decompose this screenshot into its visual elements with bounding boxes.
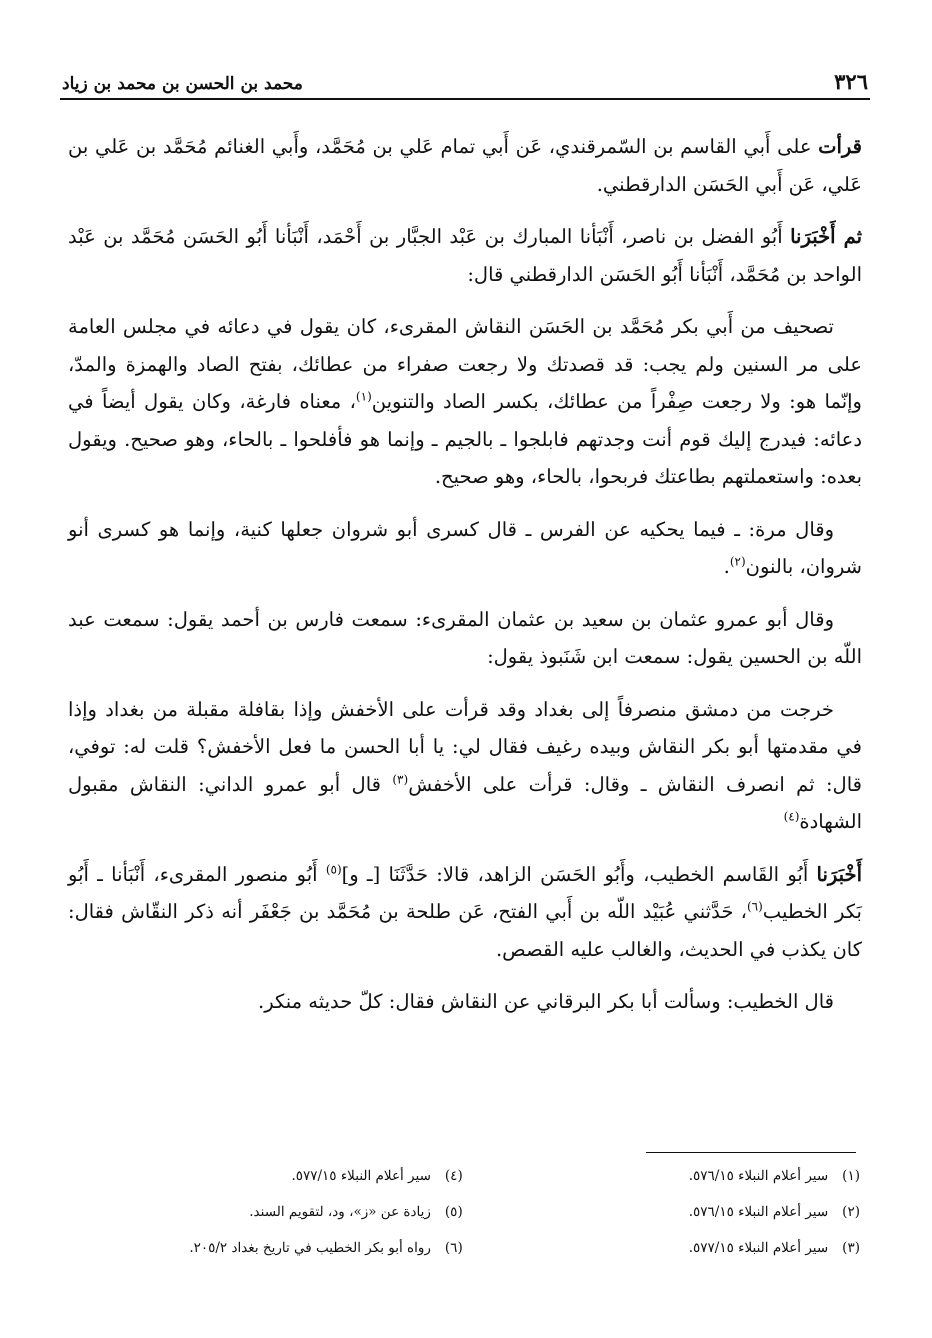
footnote-number: (٢) [842, 1204, 860, 1220]
paragraph-text: أَبُو منصور المقرىء، أَنْبَأنا ـ أَبُو بَكر الخطيب [68, 862, 862, 923]
paragraph-lead: قرأت [818, 135, 862, 158]
paragraph-text: ، معناه فارغة، وكان يقول أيضاً في دعائه: فيدرج إليك قوم أنت وجدتهم فابلجوا ـ بالجيم ـ وإنما هو فأفلحوا ـ بالحاء، وهو صحيح. ويقول بعده: واستعملتهم بطاعتك فربحوا، بالحاء، وهو صحيح. [68, 390, 862, 488]
footnote [96, 1158, 463, 1194]
footnote-number: (٤) [444, 1168, 463, 1184]
page-number: ٣٢٦ [834, 69, 868, 94]
paragraph [68, 983, 862, 1021]
paragraph-lead: أَخْبَرَنا [816, 862, 862, 886]
footnote [96, 1194, 463, 1230]
page-header [62, 58, 868, 94]
footnote-text: سير أعلام النبلاء ٥٧٦/١٥. [688, 1168, 829, 1184]
paragraph [68, 691, 862, 841]
footnote [493, 1158, 860, 1194]
footnote-text: زيادة عن «ز»، ود، لتقويم السند. [249, 1204, 431, 1220]
footnote-ref[interactable]: (٢) [729, 554, 746, 569]
footnote-text: سير أعلام النبلاء ٥٧٦/١٥. [688, 1204, 829, 1220]
footnote-ref[interactable]: (٥) [325, 862, 342, 876]
footnotes [96, 1158, 860, 1266]
footnote-number: (١) [842, 1168, 860, 1184]
footnote-ref[interactable]: (٤) [783, 809, 800, 824]
paragraph-text: أَبُو القَاسم الخطيب، وأَبُو الحَسَن الزاهد، قالا: حَدَّثَنَا [ـ و] [341, 862, 817, 886]
paragraph [68, 308, 862, 496]
paragraph [68, 856, 862, 969]
paragraph [68, 218, 862, 293]
paragraph-text: . [723, 555, 730, 578]
paragraph-text: تصحيف من أَبي بكر مُحَمَّد بن الحَسَن النقاش المقرىء، كان يقول في دعائه في مجلس العامة على مر السنين ولم يجب: قد قصدتك ولا رجعت صفراء من عطائك، بفتح الصاد والهمزة والمدّ، وإنّما هو: ولا رجعت صِفْراً من عطائك، بكسر الصاد والتنوين [68, 315, 862, 413]
header-rule [60, 98, 870, 100]
footnote-text: رواه أبو بكر الخطيب في تاريخ بغداد ٢٠٥/٢. [189, 1240, 431, 1256]
paragraph [68, 601, 862, 676]
footnote-ref[interactable]: (٦) [746, 899, 763, 914]
paragraph-text: قال الخطيب: وسألت أبا بكر البرقاني عن النقاش فقال: كلّ حديثه منكر. [258, 990, 834, 1013]
footnote [96, 1230, 463, 1266]
footnote-text: سير أعلام النبلاء ٥٧٧/١٥. [688, 1240, 829, 1256]
footnote-number: (٦) [444, 1240, 463, 1256]
footnote [493, 1194, 860, 1230]
footnote-text: سير أعلام النبلاء ٥٧٧/١٥. [291, 1168, 431, 1184]
footnote-column-left [96, 1158, 463, 1266]
footnote-number: (٣) [842, 1240, 860, 1256]
paragraph-text: على أَبي القاسم بن السّمرقندي، عَن أَبي تمام عَلي بن مُحَمَّد، وأَبي الغنائم مُحَمَّد بن عَلي بن عَلي، عَن أَبي الحَسَن الدارقطني. [68, 135, 862, 196]
running-title: محمد بن الحسن بن محمد بن زياد [62, 74, 303, 94]
paragraph-text: وقال أبو عمرو عثمان بن سعيد بن عثمان المقرىء: سمعت فارس بن أحمد يقول: سمعت عبد اللّه بن الحسين يقول: سمعت ابن شَنَبوذ يقول: [68, 607, 862, 668]
footnote-ref[interactable]: (٣) [392, 772, 409, 786]
paragraph-text: وقال مرة: ـ فيما يحكيه عن الفرس ـ قال كسرى أبو شروان جعلها كنية، وإنما هو كسرى أنو شروان، بالنون [68, 517, 862, 578]
paragraph-text: خرجت من دمشق منصرفاً إلى بغداد وقد قرأت على الأخفش وإذا بقافلة مقبلة من بغداد وإذا في مقدمتها أبو بكر النقاش وبيده رغيف فقال لي: يا أبا الحسن ما فعل الأخفش؟ قلت له: توفي، قال: ثم انصرف النقاش ـ وقال: قرأت على الأخفش [68, 697, 862, 796]
footnote-column-right [493, 1158, 860, 1266]
paragraph [68, 128, 862, 203]
paragraph [68, 511, 862, 586]
paragraph-lead: ثم أَخْبَرَنا [790, 225, 863, 248]
footnote-number: (٥) [444, 1204, 463, 1220]
paragraph-text: أَبُو الفضل بن ناصر، أَنْبَأنا المبارك بن عَبْد الجبَّار بن أَحْمَد، أَنْبَأنا أَبُو الحَسَن مُحَمَّد بن عَبْد الواحد بن مُحَمَّد، أَنْبَأنا أَبُو الحَسَن الدارقطني قال: [68, 225, 862, 286]
paragraph-text: قال أبو عمرو الداني: النقاش مقبول الشهادة [68, 772, 862, 833]
paragraph-text: ، حَدَّثني عُبَيْد اللّه بن أَبي الفتح، عَن طلحة بن مُحَمَّد بن جَعْفَر أنه ذكر النقّاش فقال: كان يكذب في الحديث، والغالب عليه القصص. [68, 900, 862, 961]
footnote-ref[interactable]: (١) [355, 389, 372, 404]
footnote [493, 1230, 860, 1266]
footnote-rule [646, 1152, 856, 1153]
main-text [68, 128, 862, 1036]
